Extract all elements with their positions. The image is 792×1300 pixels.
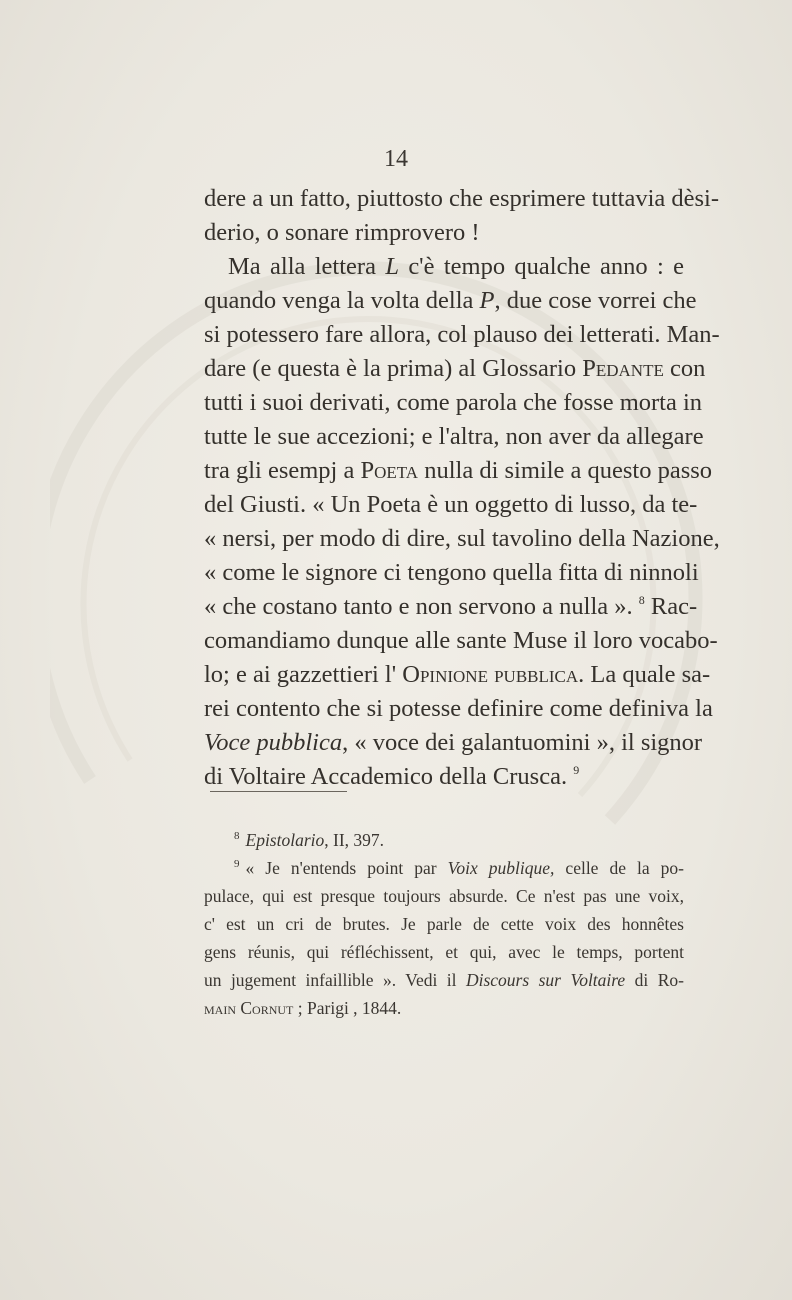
text-line: dere a un fatto, piuttosto che esprimere tuttavia dèsi- bbox=[204, 185, 720, 212]
text-line: tutti i suoi derivati, come parola che fosse morta in bbox=[204, 389, 703, 416]
text-line: « che costano tanto e non servono a nulla ». $^8$ Rac- bbox=[204, 593, 698, 620]
footnote-line: main Cornut ; Parigi , 1844. bbox=[204, 998, 402, 1018]
footnote-line: pulace, qui est presque toujours absurde. Ce n'est pas une voix, bbox=[204, 886, 684, 906]
footnote-line: c' est un cri de brutes. Je parle de cette voix des honnêtes bbox=[204, 914, 684, 934]
footnote-line: $^8$ Epistolario, II, 397. bbox=[234, 830, 385, 850]
text-line: di Voltaire Accademico della Crusca. $^9$ bbox=[204, 763, 580, 790]
footnote-ref: 9 bbox=[573, 763, 580, 777]
text-line: del Giusti. « Un Poeta è un oggetto di lusso, da te- bbox=[204, 491, 698, 518]
text-line: rei contento che si potesse definire come definiva la bbox=[204, 695, 713, 722]
text-line: lo; e ai gazzettieri l' Opinione pubblica. La quale sa- bbox=[204, 661, 711, 688]
text-line: tutte le sue accezioni; e l'altra, non aver da allegare bbox=[204, 423, 704, 450]
text-line: quando venga la volta della P, due cose vorrei che bbox=[204, 287, 697, 314]
footnote-ref: 8 bbox=[638, 593, 645, 607]
text-line: Ma alla lettera L c'è tempo qualche anno : e bbox=[228, 253, 684, 280]
text-line: tra gli esempj a Poeta nulla di simile a questo passo bbox=[204, 457, 713, 484]
footnote-line: $^9$ « Je n'entends point par Voix publique, celle de la po- bbox=[234, 858, 684, 878]
text-line: « come le signore ci tengono quella fitta di ninnoli bbox=[204, 559, 699, 586]
text-line: « nersi, per modo di dire, sul tavolino della Nazione, bbox=[204, 525, 720, 552]
footnote-divider bbox=[210, 791, 347, 792]
text-line: dare (e questa è la prima) al Glossario Pedante con bbox=[204, 355, 706, 382]
footnote-line: un jugement infaillible ». Vedi il Discours sur Voltaire di Ro- bbox=[204, 970, 684, 990]
text-line: si potessero fare allora, col plauso dei letterati. Man- bbox=[204, 321, 720, 348]
body-text bbox=[204, 182, 720, 794]
text-line: derio, o sonare rimprovero ! bbox=[204, 219, 480, 246]
page-number: 14 bbox=[384, 146, 408, 172]
footnotes bbox=[204, 826, 684, 1022]
text-line: comandiamo dunque alle sante Muse il loro vocabo- bbox=[204, 627, 718, 654]
footnote-line: gens réunis, qui réfléchissent, et qui, avec le temps, portent bbox=[204, 942, 684, 962]
text-line: Voce pubblica, « voce dei galantuomini », il signor bbox=[204, 729, 703, 756]
